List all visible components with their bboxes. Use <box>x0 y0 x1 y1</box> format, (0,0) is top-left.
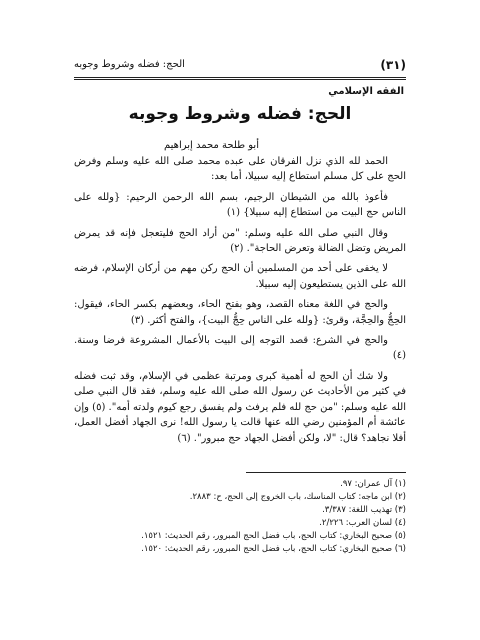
author-name: أبو طلحة محمد إبراهيم <box>164 140 259 151</box>
running-header <box>74 58 406 78</box>
paragraph: ولا شك أن الحج له أهمية كبرى ومرتبة عظمى في الإسلام، وقد ثبت فضله في كثير من الأحاديث عن رسول الله صلى الله عليه وسلم، فقد قال النبي صلى الله عليه وسلم: "من حج لله فلم يرفث ولم يفسق رجع كيوم ولدته أمه". (٥) وإن عائشة أم المؤمنين رضي الله عنها قالت يا رسول الله! نرى الجهاد أفضل العمل، أفلا نجاهد؟ قال: "لا، ولكن أفضل الجهاد حج مبرور". (٦) <box>74 370 407 444</box>
page-number: (٣١) <box>380 58 406 72</box>
paragraph: الحمد لله الذي نزل الفرقان على عبده محمد صلى الله عليه وسلم وفرض الحج على كل مسلم استطاع إليه سبيلا، أما بعد: <box>74 156 406 183</box>
footnote: (٢) ابن ماجه: كتاب المناسك، باب الخروج إلى الحج، ح: ٢٨٨٣. <box>189 492 406 502</box>
paragraph: والحج في الشرع: قصد التوجه إلى البيت بالأعمال المشروعة فرضا وسنة. (٤) <box>74 335 406 362</box>
footnote: (٣) تهذيب اللغة: ٣/٣٨٧. <box>322 505 406 515</box>
paragraph: وقال النبي صلى الله عليه وسلم: "من أراد الحج فليتعجل فإنه قد يمرض المريض وتضل الضالة وتعرض الحاجة". (٢) <box>74 227 406 255</box>
running-title: الحج: فضله وشروط وجوبه <box>74 59 185 70</box>
footnote-separator <box>246 472 406 473</box>
footnote: (٤) لسان العرب: ٢/٢٢٦. <box>319 518 406 528</box>
article-title: الحج: فضله وشروط وجوبه <box>128 104 352 124</box>
footnote: (٥) صحيح البخاري: كتاب الحج، باب فضل الحج المبرور، رقم الحديث: ١٥٢١. <box>141 531 406 541</box>
paragraph: فأعوذ بالله من الشيطان الرجيم، بسم الله الرحمن الرحيم: {ولله على الناس حج البيت من استطاع إليه سبيلا} (١) <box>74 191 406 219</box>
footnotes <box>74 478 406 556</box>
article-body <box>74 154 406 451</box>
footnote: (٦) صحيح البخاري: كتاب الحج، باب فضل الحج المبرور، رقم الحديث: ١٥٢٠. <box>141 544 406 554</box>
header-rule-bottom <box>74 79 406 80</box>
header-rule-top <box>74 77 406 78</box>
footnote: (١) آل عمران: ٩٧. <box>340 479 406 489</box>
paragraph: والحج في اللغة معناه القصد، وهو بفتح الحاء، وبعضهم بكسر الحاء، فيقول: الحِجُّ والحِجَّة، وقرئ: {ولله على الناس حِجُّ البيت}، والفتح أكثر. (٣) <box>74 299 406 326</box>
paragraph: لا يخفى على أحد من المسلمين أن الحج ركن مهم من أركان الإسلام، فرضه الله على الذين يستطيعون إليه سبيلا. <box>74 263 406 290</box>
section-label: الفقه الإسلامي <box>328 86 404 97</box>
